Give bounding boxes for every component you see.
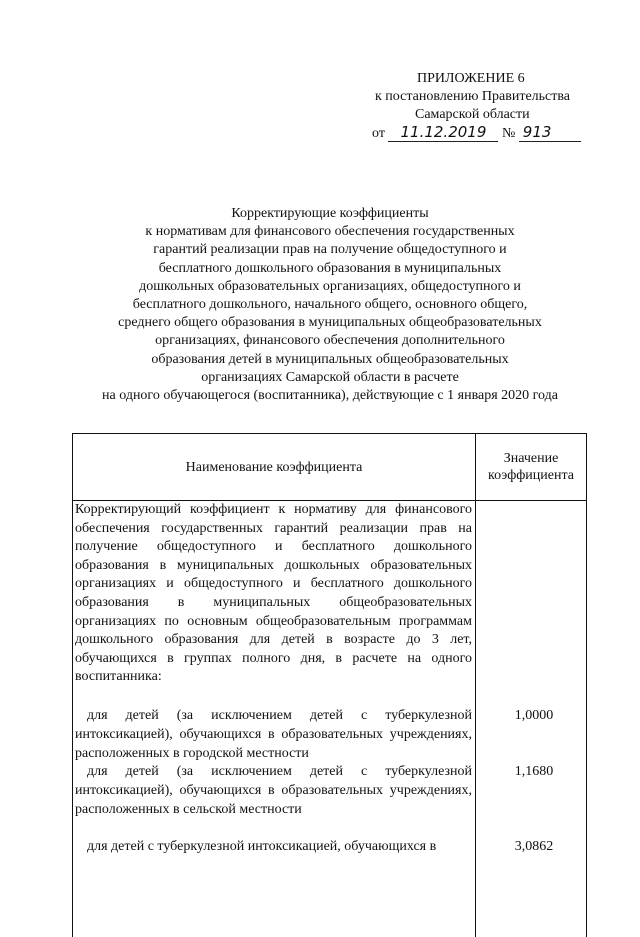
table-header-row [73,434,587,501]
coefficient-value: 1,0000 [514,707,554,723]
handwritten-date: 11.12.2019 [388,124,498,142]
column-header-value [476,434,587,501]
title-line: организациях, финансового обеспечения дополнительного [155,333,505,349]
coefficient-table [72,433,587,937]
table-row [73,501,587,707]
intro-text: Корректирующий коэффициент к нормативу для финансового обеспечения государственных гарантий реализации прав на получение общедоступного и бесплатного дошкольного образования в муниципальных дошкольных образовательных организациях и общедоступного и бесплатного дошкольного образования в муниципальных общеобразовательных организациях по основным общеобразовательным программам дошкольного образования для детей в возрасте до 3 лет, обучающихся в группах полного дня, в расчете на одного воспитанника: [75,502,472,685]
title-line: организациях Самарской области в расчете [201,369,459,385]
coefficient-name: для детей (за исключением детей с туберкулезной интоксикацией), обучающихся в образовательных учреждениях, расположенных в городской местности [75,707,472,761]
coefficient-name: для детей с туберкулезной интоксикацией, обучающихся в [87,838,437,854]
appendix-header [370,70,610,143]
coefficient-name-cell [73,838,476,937]
title-line: к нормативам для финансового обеспечения государственных [145,224,515,240]
coefficient-name-cell [73,763,476,837]
column-header-name: Наименование коэффициента [73,434,476,501]
title-line: бесплатного дошкольного образования в муниципальных [158,260,502,276]
table-row [73,763,587,837]
title-line: Корректирующие коэффициенты [231,206,429,221]
intro-cell [73,501,476,707]
coefficient-value-cell [476,838,587,937]
column-header-value-line1: Значение [503,451,559,466]
from-label: от [372,126,385,141]
title-line: гарантий реализации прав на получение общедоступного и [153,242,507,258]
appendix-label: ПРИЛОЖЕНИЕ 6 [417,71,525,86]
resolution-reference: к постановлению Правительства [375,89,571,104]
region-name: Самарской области [415,107,530,122]
title-line: бесплатного дошкольного, начального общего, основного общего, [132,297,528,313]
coefficient-value-cell [476,707,587,763]
title-line: образования детей в муниципальных общеобразовательных [151,351,509,367]
coefficient-name: для детей (за исключением детей с туберкулезной интоксикацией), обучающихся в образовательных учреждениях, расположенных в сельской местности [75,764,472,817]
date-number-line [370,124,610,143]
coefficient-value: 1,1680 [514,764,554,780]
coefficient-value-cell [476,763,587,837]
title-line: дошкольных образовательных организациях, общедоступного и [139,278,521,294]
empty-value-cell [476,501,587,707]
table-row [73,707,587,763]
title-line: на одного обучающегося (воспитанника), действующие с 1 января 2020 года [102,388,558,404]
coefficient-value: 3,0862 [514,838,554,854]
coefficient-name-cell [73,707,476,763]
document-title [60,205,600,405]
table-row [73,838,587,937]
number-label: № [501,126,516,141]
column-header-value-line2: коэффициента [488,468,574,483]
handwritten-number: 913 [519,124,581,142]
title-line: среднего общего образования в муниципальных общеобразовательных [118,315,542,331]
